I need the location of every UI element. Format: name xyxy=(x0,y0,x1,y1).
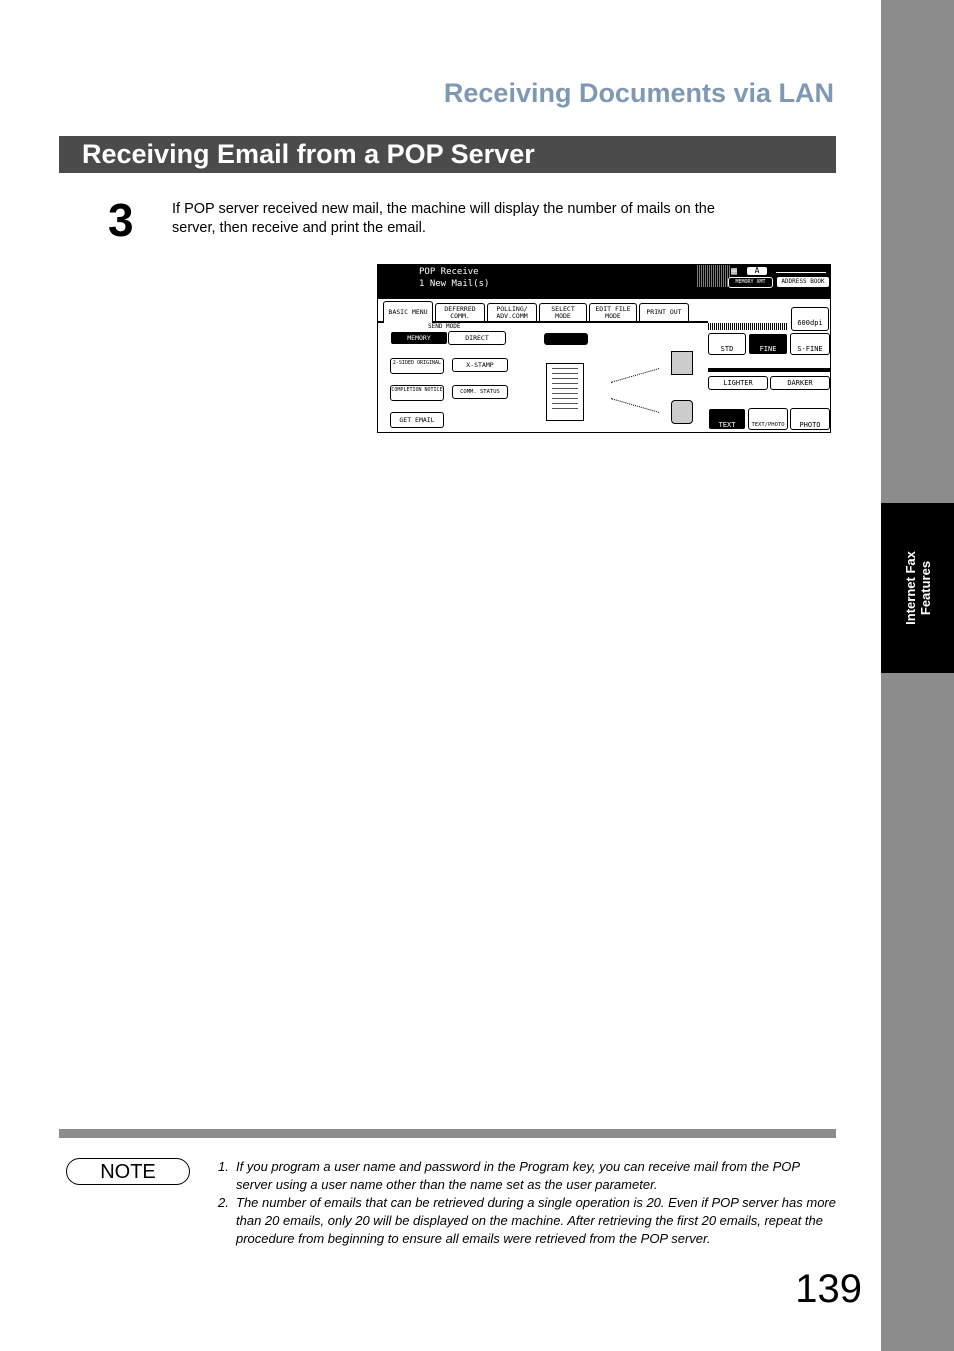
sidebar xyxy=(881,0,954,1351)
direct-button[interactable]: DIRECT xyxy=(448,331,506,345)
step-text: If POP server received new mail, the machine will display the number of mails on the server, then receive and print the email. xyxy=(172,201,715,236)
s-fine-button[interactable]: S-FINE xyxy=(790,333,830,355)
lcd-message-line1: POP Receive xyxy=(419,267,479,277)
tab-print-out[interactable]: PRINT OUT xyxy=(639,303,689,321)
tab-edit-file-mode[interactable]: EDIT FILE MODE xyxy=(589,303,637,321)
comm-status-button[interactable]: COMM. STATUS xyxy=(452,385,508,399)
tab-polling-adv-comm[interactable]: POLLING/ ADV.COMM xyxy=(487,303,537,321)
memory-xmt-button[interactable]: MEMORY XMT xyxy=(728,277,773,288)
get-email-button[interactable]: GET EMAIL xyxy=(390,412,444,428)
note-number: 2. xyxy=(218,1195,229,1210)
note-number: 1. xyxy=(218,1159,229,1174)
lcd-dither xyxy=(696,265,730,287)
fax-machine-icon xyxy=(671,351,693,375)
darker-button[interactable]: DARKER xyxy=(770,376,830,390)
note-text: The number of emails that can be retrieved during a single operation is 20. Even if POP server has more than 20 emails, only 20 will be displayed on the machine. After retrieving the first 20 emails, repeat the procedure from beginning to ensure all emails were retrieved from the POP server. xyxy=(236,1195,836,1246)
page-number: 139 xyxy=(795,1267,862,1311)
note-divider xyxy=(59,1129,836,1138)
tab-deferred-comm[interactable]: DEFERRED COMM. xyxy=(435,303,485,321)
chapter-tab-line1: Internet Fax xyxy=(902,551,918,625)
dashed-line-upper xyxy=(611,368,659,383)
note-item xyxy=(218,1158,838,1194)
notes-list xyxy=(218,1158,838,1248)
x-stamp-button[interactable]: X-STAMP xyxy=(452,358,508,372)
send-mode-label: SEND MODE xyxy=(428,323,461,330)
two-sided-original-button[interactable]: 2-SIDED ORIGINAL xyxy=(390,358,444,374)
text-mode-icon: A xyxy=(746,266,768,276)
text-photo-button[interactable]: TEXT/PHOTO xyxy=(748,408,788,430)
chapter-tab-line2: Features xyxy=(917,560,933,616)
memory-button[interactable]: MEMORY xyxy=(390,331,448,345)
tab-basic-menu[interactable]: BASIC MENU xyxy=(383,301,433,323)
lcd-message-bar xyxy=(378,265,830,299)
lcd-message-line2: 1 New Mail(s) xyxy=(419,279,490,289)
section-title: Receiving Documents via LAN xyxy=(443,78,834,108)
600dpi-button[interactable]: 600dpi xyxy=(791,307,829,331)
title-banner xyxy=(59,136,836,173)
fine-button[interactable]: FINE xyxy=(748,333,788,355)
completion-notice-button[interactable]: COMPLETION NOTICE xyxy=(390,385,444,401)
grid-icon: ▦ xyxy=(731,266,738,277)
chapter-tab xyxy=(881,503,954,673)
lcd-screen xyxy=(377,264,831,433)
tab-select-mode[interactable]: SELECT MODE xyxy=(539,303,587,321)
pc-icon xyxy=(671,400,693,424)
contrast-scale xyxy=(708,368,830,372)
document-icon xyxy=(546,363,584,421)
photo-button[interactable]: PHOTO xyxy=(790,408,830,430)
std-button[interactable]: STD xyxy=(708,333,746,355)
lighter-button[interactable]: LIGHTER xyxy=(708,376,768,390)
dashed-line-lower xyxy=(611,398,659,413)
page-title: Receiving Email from a POP Server xyxy=(82,139,535,169)
lcd-status-label xyxy=(544,333,588,345)
step-number: 3 xyxy=(108,194,134,246)
text-button[interactable]: TEXT xyxy=(708,408,746,430)
dither-bar xyxy=(708,323,788,330)
address-book-button[interactable]: ADDRESS BOOK xyxy=(776,276,830,288)
note-text: If you program a user name and password in the Program key, you can receive mail from the POP server using a user name other than the name set as the user parameter. xyxy=(236,1159,800,1192)
note-item xyxy=(218,1194,838,1248)
note-badge: NOTE xyxy=(66,1158,190,1185)
